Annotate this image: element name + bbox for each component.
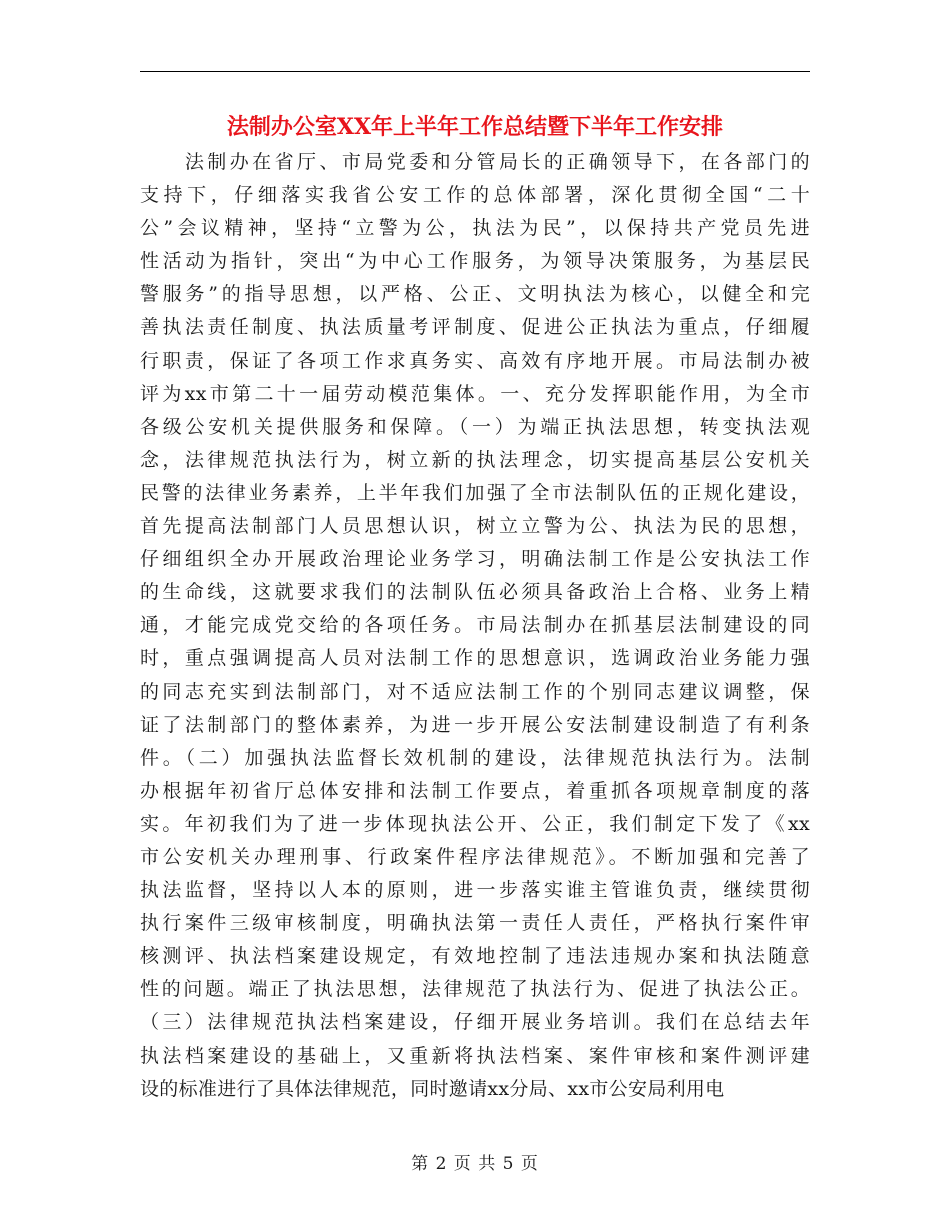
body-line: 公”会议精神，坚持“立警为公，执法为民”，以保持共产党员先进 [140,217,810,240]
body-line: 通，才能完成党交给的各项任务。市局法制办在抓基层法制建设的同 [140,614,810,637]
body-line: 善执法责任制度、执法质量考评制度、促进公正执法为重点，仔细履 [140,316,810,339]
body-line: 的生命线，这就要求我们的法制队伍必须具备政治上合格、业务上精 [140,581,810,604]
body-line: （三）法律规范执法档案建设，仔细开展业务培训。我们在总结去年 [140,1011,810,1034]
body-line: 警服务”的指导思想，以严格、公正、文明执法为核心，以健全和完 [140,283,810,306]
body-line: 核测评、执法档案建设规定，有效地控制了违法违规办案和执法随意 [140,945,810,968]
body-line: 办根据年初省厅总体安排和法制工作要点，着重抓各项规章制度的落 [140,779,810,802]
body-line: 的同志充实到法制部门，对不适应法制工作的个别同志建议调整，保 [140,680,810,703]
body-line: 实。年初我们为了进一步体现执法公开、公正，我们制定下发了《xx [140,812,810,835]
body-line: 设的标准进行了具体法律规范，同时邀请xx分局、xx市公安局利用电 [140,1077,725,1100]
page-number-footer: 第 2 页 共 5 页 [411,1154,539,1174]
body-line: 支持下，仔细落实我省公安工作的总体部署，深化贯彻全国“二十 [140,184,810,207]
header-rule [140,71,810,72]
body-line: 评为xx市第二十一届劳动模范集体。一、充分发挥职能作用，为全市 [140,382,810,405]
body-line: 时，重点强调提高人员对法制工作的思想意识，选调政治业务能力强 [140,647,810,670]
body-line: 法制办在省厅、市局党委和分管局长的正确领导下，在各部门的 [140,151,810,173]
body-line: 行职责，保证了各项工作求真务实、高效有序地开展。市局法制办被 [140,349,810,372]
body-line: 首先提高法制部门人员思想认识，树立立警为公、执法为民的思想， [140,515,810,538]
body-line: 各级公安机关提供服务和保障。（一）为端正执法思想，转变执法观 [140,415,810,438]
body-line: 执行案件三级审核制度，明确执法第一责任人责任，严格执行案件审 [140,912,810,935]
body-line: 民警的法律业务素养，上半年我们加强了全市法制队伍的正规化建设， [140,481,810,504]
body-line: 性活动为指针，突出“为中心工作服务，为领导决策服务，为基层民 [140,250,810,273]
body-line: 执法档案建设的基础上，又重新将执法档案、案件审核和案件测评建 [140,1044,810,1067]
body-line: 仔细组织全办开展政治理论业务学习，明确法制工作是公安执法工作 [140,548,810,571]
document-title: 法制办公室XX年上半年工作总结暨下半年工作安排 [226,114,724,140]
body-line: 性的问题。端正了执法思想，法律规范了执法行为、促进了执法公正。 [140,978,810,1001]
document-body [140,146,810,1106]
body-line: 证了法制部门的整体素养，为进一步开展公安法制建设制造了有利条 [140,713,810,736]
body-line: 念，法律规范执法行为，树立新的执法理念，切实提高基层公安机关 [140,448,810,471]
body-line: 件。（二）加强执法监督长效机制的建设，法律规范执法行为。法制 [140,746,810,769]
body-line: 执法监督，坚持以人本的原则，进一步落实谁主管谁负责，继续贯彻 [140,879,810,902]
body-line: 市公安机关办理刑事、行政案件程序法律规范》。不断加强和完善了 [140,845,810,868]
